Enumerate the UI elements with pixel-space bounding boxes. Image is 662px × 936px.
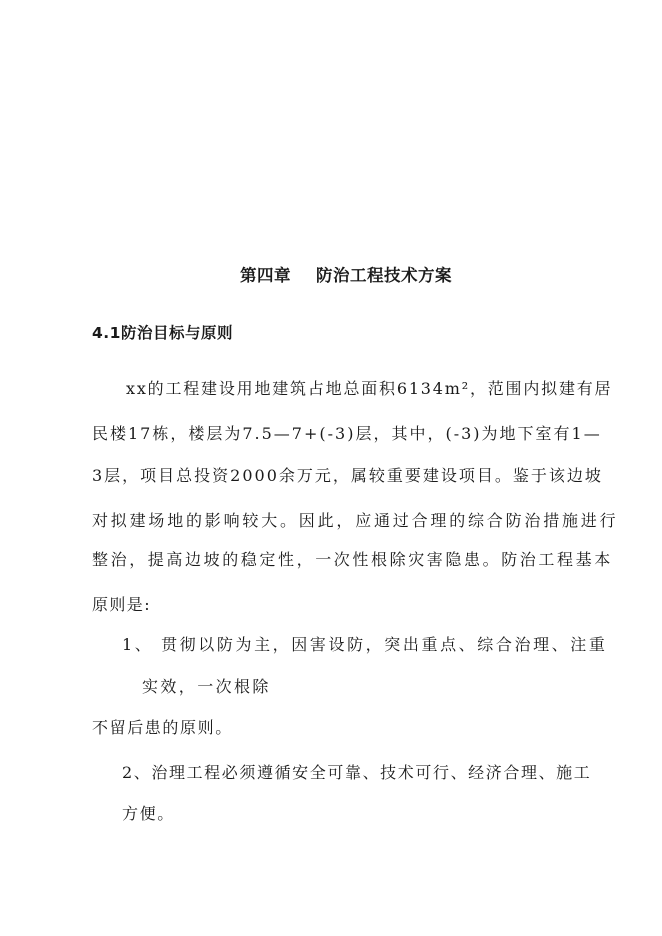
paragraph-line: xx的工程建设用地建筑占地总面积6134m²，范围内拟建有居 xyxy=(126,379,613,398)
principle-2-line: 2、治理工程必须遵循安全可靠、技术可行、经济合理、施工 xyxy=(122,763,592,782)
section-title: 4.1防治目标与原则 xyxy=(92,324,233,342)
paragraph-line: 3层，项目总投资2000余万元，属较重要建设项目。鉴于该边坡 xyxy=(92,466,603,485)
paragraph-line: 对拟建场地的影响较大。因此，应通过合理的综合防治措施进行 xyxy=(92,511,619,530)
principle-2-line: 方便。 xyxy=(122,804,175,823)
principle-1-line: 不留后患的原则。 xyxy=(92,718,233,737)
principle-1-line: 1、 贯彻以防为主，因害设防，突出重点、综合治理、注重 xyxy=(122,635,608,654)
paragraph-line: 整治，提高边坡的稳定性，一次性根除灾害隐患。防治工程基本 xyxy=(92,550,613,569)
chapter-title: 第四章 防治工程技术方案 xyxy=(240,266,452,285)
principle-1-line: 实效，一次根除 xyxy=(142,677,271,696)
paragraph-line: 民楼17栋，楼层为7.5—7+(-3)层，其中，(-3)为地下室有1— xyxy=(92,424,602,443)
paragraph-line: 原则是: xyxy=(92,595,151,614)
